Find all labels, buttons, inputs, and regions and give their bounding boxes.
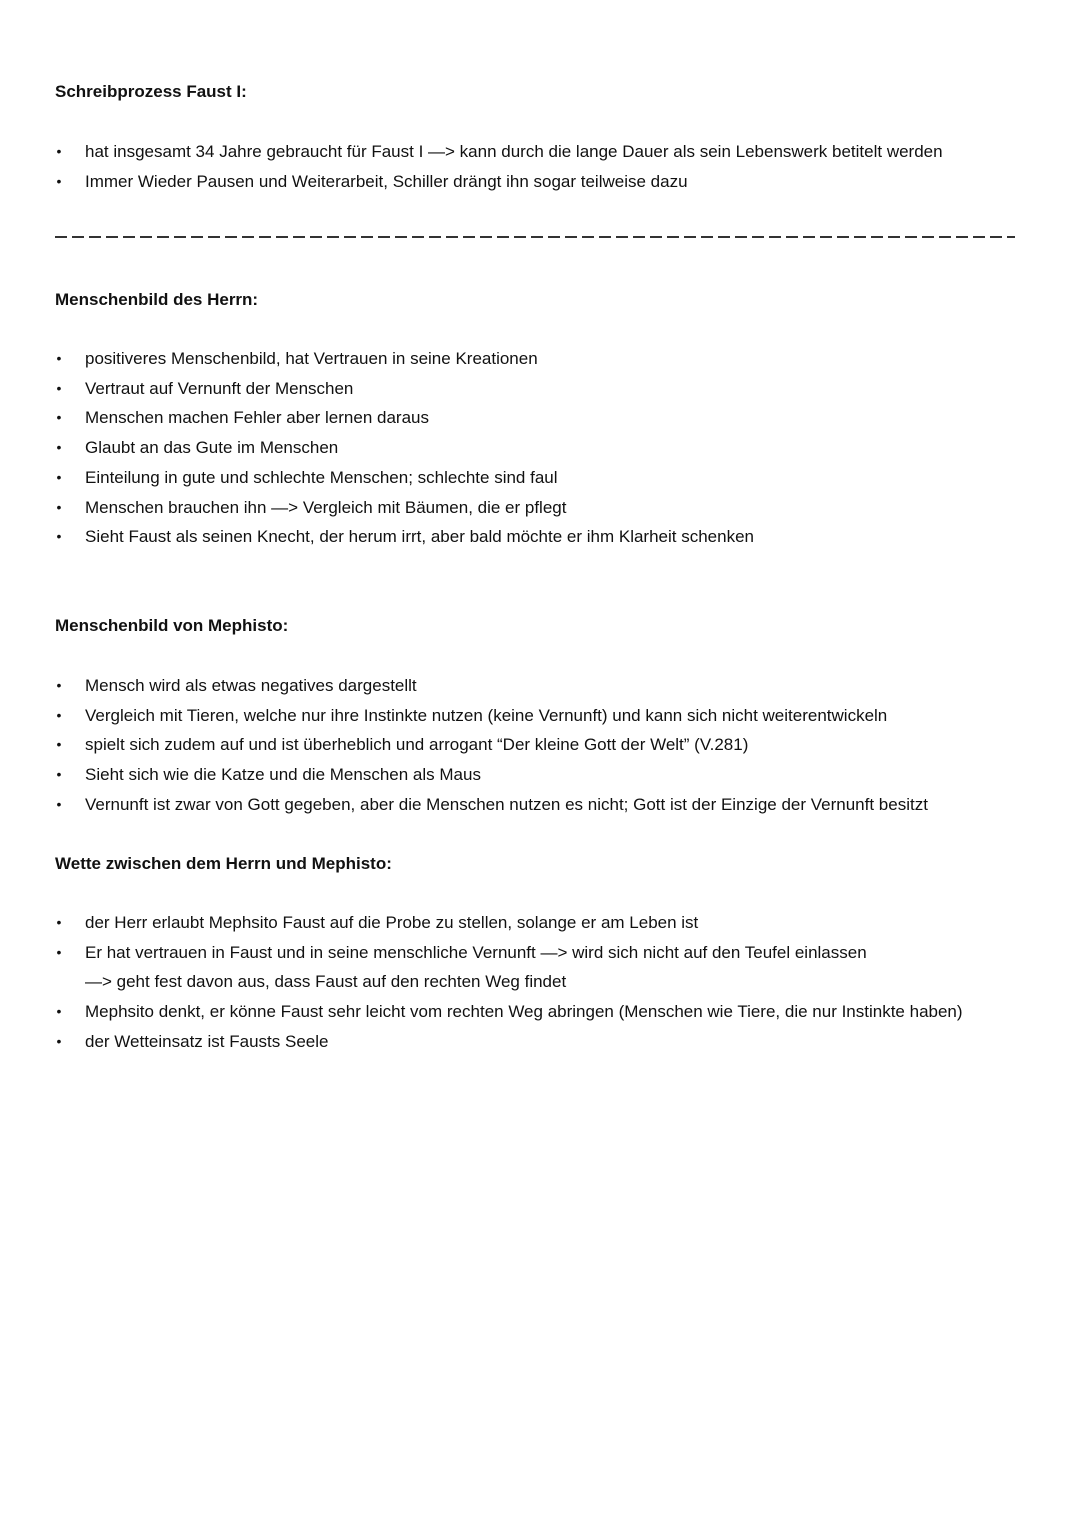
list-item: • Vertraut auf Vernunft der Menschen [55,374,1045,404]
bullet-list-wette [55,908,1045,1057]
bullet-icon: • [56,498,62,515]
list-item: • Sieht sich wie die Katze und die Menschen als Maus [55,760,1045,790]
bullet-icon: • [56,736,62,753]
section-heading-wette: Wette zwischen dem Herrn und Mephisto: [55,854,392,873]
section-heading-mephisto: Menschenbild von Mephisto: [55,616,289,635]
bullet-icon: • [56,943,62,960]
bullet-icon: • [56,795,62,812]
bullet-list-mephisto [55,671,1045,820]
list-item: • der Herr erlaubt Mephsito Faust auf die Probe zu stellen, solange er am Leben ist [55,908,1045,938]
list-item: • Glaubt an das Gute im Menschen [55,433,1045,463]
list-item: • spielt sich zudem auf und ist überheblich und arrogant “Der kleine Gott der Welt” (V.281) [55,730,1045,760]
list-item: • Einteilung in gute und schlechte Menschen; schlechte sind faul [55,463,1045,493]
section-heading-herr: Menschenbild des Herrn: [55,290,259,309]
list-item: • Vernunft ist zwar von Gott gegeben, aber die Menschen nutzen es nicht; Gott ist der Einzige der Vernunft besitzt [55,790,1045,820]
bullet-icon: • [56,468,62,485]
list-item: • Menschen machen Fehler aber lernen daraus [55,403,1045,433]
bullet-icon: • [56,677,62,693]
list-item-continuation: —> geht fest davon aus, dass Faust auf den rechten Weg findet [85,972,567,992]
bullet-icon: • [56,766,62,783]
bullet-icon: • [56,379,62,396]
bullet-icon: • [56,172,62,189]
list-item: • der Wetteinsatz ist Fausts Seele [55,1027,1045,1057]
bullet-list-schreibprozess [55,137,1045,196]
list-item: • hat insgesamt 34 Jahre gebraucht für Faust I —> kann durch die lange Dauer als sein Lebenswerk betitelt werden [55,137,1045,167]
list-item: • Vergleich mit Tieren, welche nur ihre Instinkte nutzen (keine Vernunft) und kann sich nicht weiterentwickeln [55,701,1045,731]
bullet-icon: • [56,706,62,723]
bullet-icon: • [56,1003,62,1020]
list-item: • Mensch wird als etwas negatives dargestellt [55,671,1045,701]
bullet-icon: • [56,350,62,366]
bullet-icon: • [56,409,62,426]
list-item: • Er hat vertrauen in Faust und in seine menschliche Vernunft —> wird sich nicht auf den Teufel einlassen [55,938,1045,968]
list-item: • positiveres Menschenbild, hat Vertrauen in seine Kreationen [55,344,1045,374]
dashed-divider [55,229,1015,243]
bullet-icon: • [56,143,62,159]
bullet-list-herr [55,344,1045,552]
section-heading-schreibprozess: Schreibprozess Faust I: [55,82,247,101]
list-item: • Menschen brauchen ihn —> Vergleich mit Bäumen, die er pflegt [55,493,1045,523]
bullet-icon: • [56,914,62,930]
bullet-icon: • [56,1032,62,1049]
bullet-icon: • [56,528,62,545]
list-item: • Sieht Faust als seinen Knecht, der herum irrt, aber bald möchte er ihm Klarheit schenken [55,522,1045,552]
list-item: • Mephsito denkt, er könne Faust sehr leicht vom rechten Weg abringen (Menschen wie Tiere, die nur Instinkte haben) [55,997,1045,1027]
bullet-icon: • [56,439,62,456]
list-item: • Immer Wieder Pausen und Weiterarbeit, Schiller drängt ihn sogar teilweise dazu [55,167,1045,197]
